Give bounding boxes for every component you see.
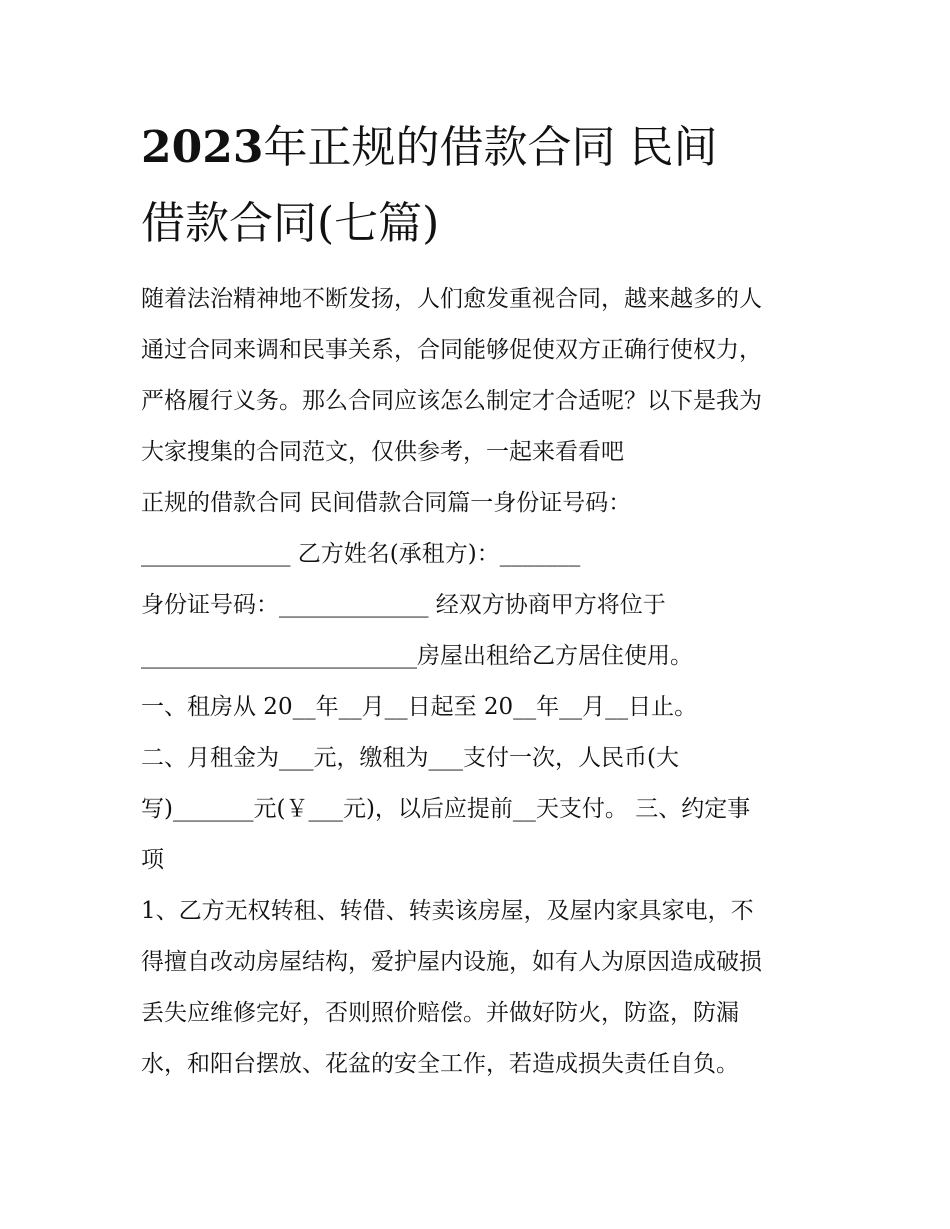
document-page [141, 110, 821, 1090]
body-line: 通过合同来调和民事关系，合同能够促使双方正确行使权力， [141, 337, 762, 363]
body-line: 严格履行义务。那么合同应该怎么制定才合适呢？以下是我为 [141, 388, 762, 414]
title-line-1 [141, 110, 821, 186]
body-line: 身份证号码：_____________ 经双方协商甲方将位于 [141, 592, 666, 618]
document-body [141, 274, 821, 1090]
body-line: 一、租房从 20__年__月__日起至 20__年__月__日止。 [141, 694, 698, 720]
body-line: 正规的借款合同 民间借款合同篇一身份证号码： [141, 490, 632, 516]
body-line: 丢失应维修完好，否则照价赔偿。并做好防火，防盗，防漏 [141, 1000, 739, 1026]
body-line: 写)_______元(￥___元)，以后应提前__天支付。 三、约定事 [141, 796, 751, 822]
body-line: 得擅自改动房屋结构，爱护屋内设施，如有人为原因造成破损 [141, 949, 762, 975]
body-line: 随着法治精神地不断发扬，人们愈发重视合同，越来越多的人 [141, 286, 762, 312]
body-line: 大家搜集的合同范文，仅供参考，一起来看看吧 [141, 439, 624, 465]
body-line: 1、乙方无权转租、转借、转卖该房屋，及屋内家具家电，不 [141, 898, 754, 924]
body-line: _____________ 乙方姓名(承租方)：_______ [141, 541, 581, 567]
title-year: 2023 [141, 122, 264, 173]
body-line: 水，和阳台摆放、花盆的安全工作，若造成损失责任自负。 [141, 1051, 739, 1077]
document-title [141, 110, 821, 262]
body-line: 二、月租金为___元，缴租为___支付一次，人民币(大 [141, 745, 679, 771]
title-line-1-text: 年正规的借款合同 民间 [263, 122, 718, 173]
title-line-2: 借款合同(七篇) [141, 198, 440, 249]
body-line: ________________________房屋出租给乙方居住使用。 [141, 643, 693, 669]
body-line: 项 [141, 847, 164, 873]
